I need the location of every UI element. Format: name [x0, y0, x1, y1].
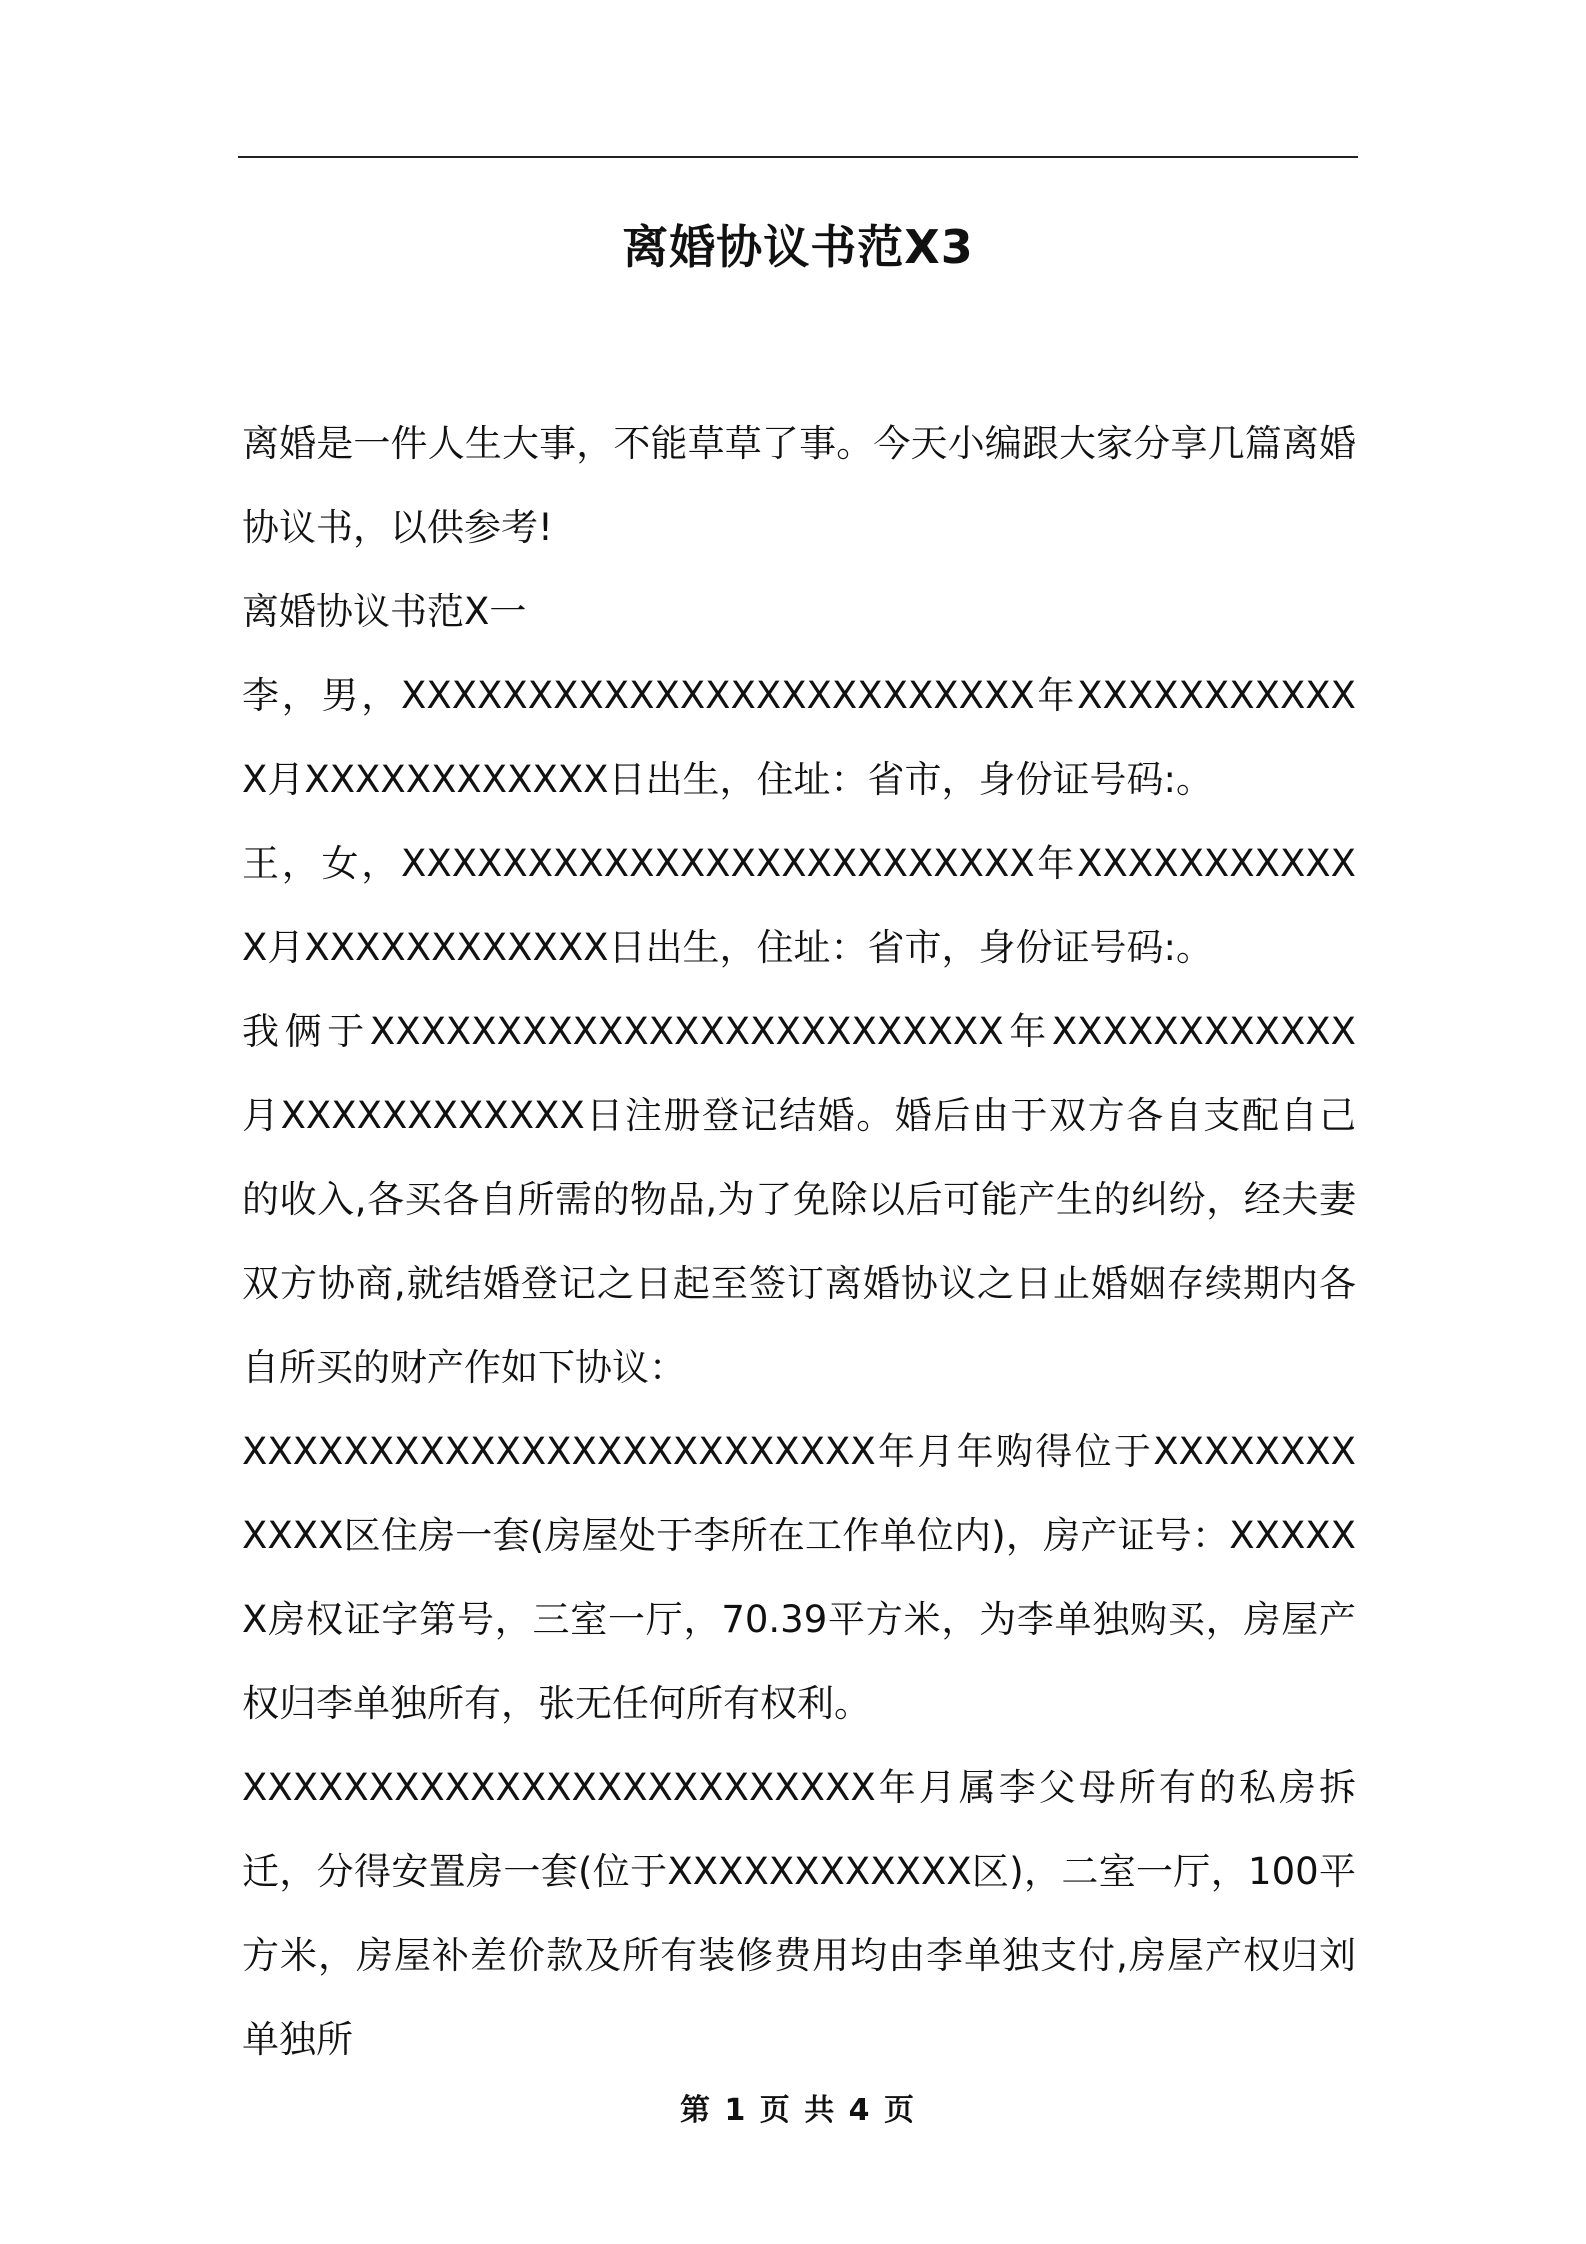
intro-paragraph: 离婚是一件人生大事，不能草草了事。今天小编跟大家分享几篇离婚协议书，以供参考! [242, 422, 1356, 549]
document-body [242, 402, 1356, 2082]
page-number: 第 1 页 共 4 页 [680, 2093, 916, 2128]
property-paragraph-1: XXXXXXXXXXXXXXXXXXXXXXXXX年月年购得位于XXXXXXXXXXXX区住房一套(房屋处于李所在工作单位内)，房产证号：XXXXXX房权证字第号，三室一厅，70.39平方米，为李单独购买，房屋产权归李单独所有，张无任何所有权利。 [242, 1430, 1356, 1725]
marriage-paragraph: 我俩于XXXXXXXXXXXXXXXXXXXXXXXXX年XXXXXXXXXXXX月XXXXXXXXXXXX日注册登记结婚。婚后由于双方各自支配自己的收入,各买各自所需的物品,为了免除以后可能产生的纠纷，经夫妻双方协商,就结婚登记之日起至签订离婚协议之日止婚姻存续期内各自所买的财产作如下协议： [242, 1010, 1356, 1389]
party-wang-paragraph: 王，女，XXXXXXXXXXXXXXXXXXXXXXXXX年XXXXXXXXXXXX月XXXXXXXXXXXX日出生，住址：省市，身份证号码:。 [242, 842, 1356, 969]
party-li-paragraph: 李，男，XXXXXXXXXXXXXXXXXXXXXXXXX年XXXXXXXXXXXX月XXXXXXXXXXXX日出生，住址：省市，身份证号码:。 [242, 674, 1356, 801]
property-paragraph-2: XXXXXXXXXXXXXXXXXXXXXXXXX年月属李父母所有的私房拆迁，分得安置房一套(位于XXXXXXXXXXXX区)，二室一厅，100平方米，房屋补差价款及所有装修费用均由李单独支付,房屋产权归刘单独所 [242, 1766, 1356, 2061]
document-title: 离婚协议书范X3 [622, 220, 974, 274]
section-heading: 离婚协议书范X一 [242, 590, 527, 633]
header-rule [238, 156, 1358, 158]
